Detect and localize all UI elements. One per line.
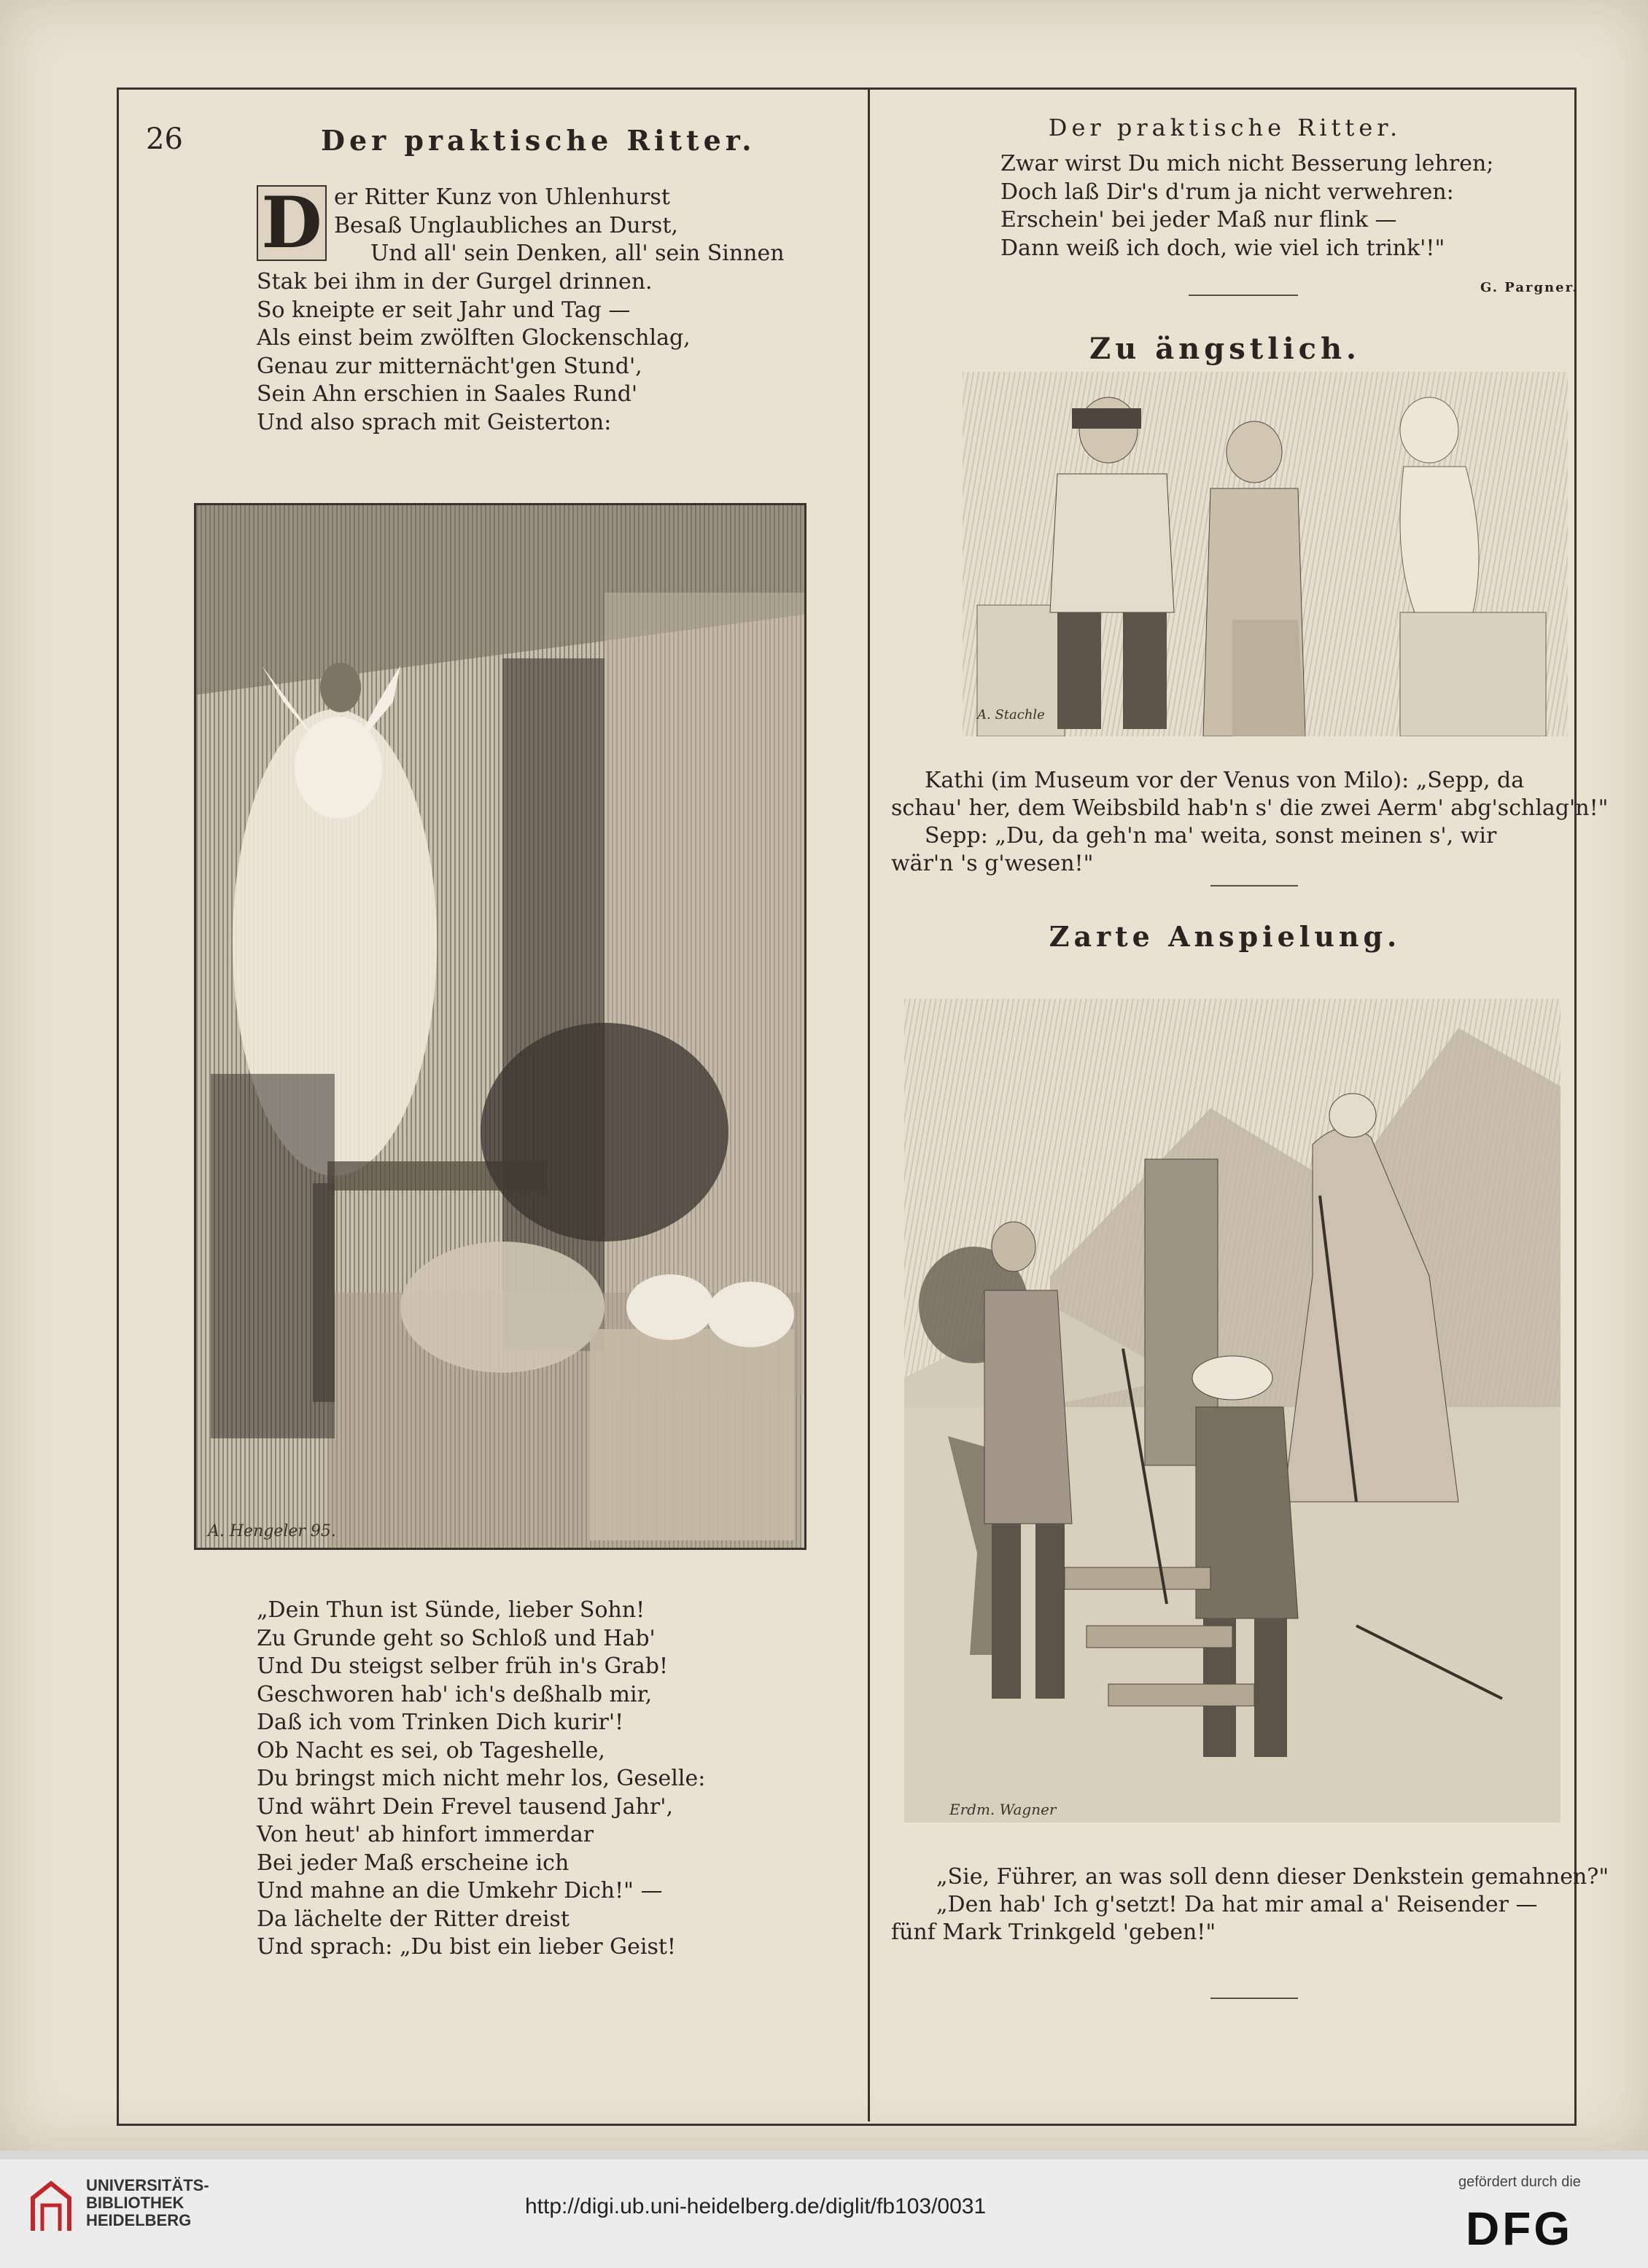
verse-line: Genau zur mitternächt'gen Stund', [257,353,642,379]
mountain-illustration [904,999,1560,1823]
separator-rule [1210,1998,1298,1999]
section3-text [891,1863,1609,1946]
continued-verse [1000,150,1493,262]
section2-title: Zu ängstlich. [1089,332,1361,366]
verse-line: Dann weiß ich doch, wie viel ich trink'!" [1000,235,1445,261]
illustration-signature: A. Hengeler 95. [208,1522,336,1540]
verse-line: Daß ich vom Trinken Dich kurir'! [257,1710,624,1735]
verse-line: Sein Ahn erschien in Saales Rund' [257,381,638,407]
verse-line: Als einst beim zwölften Glockenschlag, [257,325,691,351]
verse-line: Bei jeder Maß erscheine ich [257,1850,570,1876]
verse-line: Und mahne an die Umkehr Dich!" — [257,1878,663,1903]
intro-verse-indented [334,184,785,268]
dfg-logo: DFG [1466,2202,1574,2255]
funded-by-label: gefördert durch die [1458,2174,1581,2190]
verse-line: Und also sprach mit Geisterton: [257,409,612,435]
verse-line: Besaß Unglaubliches an Durst, [334,212,678,238]
column-divider [868,87,870,2121]
mountain-drawing [904,999,1560,1823]
source-url[interactable]: http://digi.ub.uni-heidelberg.de/diglit/fb103/0031 [525,2194,987,2218]
ghost-knight-drawing [196,505,804,1548]
library-line: UNIVERSITÄTS- [86,2176,209,2194]
section3-title: Zarte Anspielung. [1049,920,1402,953]
footer-accent-bar [0,2151,1648,2159]
page-number: 26 [146,122,183,156]
verse-line: Da lächelte der Ritter dreist [257,1906,570,1932]
verse-line: er Ritter Kunz von Uhlenhurst [334,184,670,210]
digitization-footer [0,2151,1648,2268]
verse-line: Von heut' ab hinfort immerdar [257,1822,594,1847]
separator-rule [1189,295,1298,296]
verse-line: Zwar wirst Du mich nicht Besserung lehren; [1000,151,1494,176]
text-line: Sepp: „Du, da geh'n ma' weita, sonst meinen s', wir [925,823,1497,849]
verse-line: Und währt Dein Frevel tausend Jahr', [257,1793,673,1820]
separator-rule [1210,885,1298,886]
text-line: schau' her, dem Weibsbild hab'n s' die zwei Aerm' abg'schlag'n!" [891,795,1609,821]
library-line: HEIDELBERG [86,2211,192,2229]
verse-line: Und all' sein Denken, all' sein Sinnen [370,241,785,266]
verse-line: Geschworen hab' ich's deßhalb mir, [257,1681,653,1707]
poem-verse [257,1597,705,1962]
verse-line: Doch laß Dir's d'rum ja nicht verwehren: [1000,179,1454,205]
text-line: „Sie, Führer, an was soll denn dieser Denkstein gemahnen?" [936,1864,1609,1890]
verse-line: Und sprach: „Du bist ein lieber Geist! [257,1934,676,1960]
library-line: BIBLIOTHEK [86,2194,184,2212]
verse-line: Und Du steigst selber früh in's Grab! [257,1653,668,1679]
text-line: wär'n 's g'wesen!" [891,851,1094,876]
verse-line: Ob Nacht es sei, ob Tageshelle, [257,1737,605,1764]
verse-line: Stak bei ihm in der Gurgel drinnen. [257,269,653,295]
drop-cap: D [257,185,327,261]
museum-drawing [963,372,1568,736]
continued-author: G. Pargner. [1480,280,1579,295]
text-line: Kathi (im Museum vor der Venus von Milo): „Sepp, da [925,768,1525,793]
left-title: Der praktische Ritter. [321,124,756,157]
ghost-knight-illustration [194,503,806,1550]
verse-line: Du bringst mich nicht mehr los, Geselle: [257,1766,706,1791]
museum-illustration [963,372,1568,736]
library-name [86,2177,209,2229]
verse-line: Zu Grunde geht so Schloß und Hab' [257,1625,656,1651]
verse-line: Erschein' bei jeder Maß nur flink — [1000,207,1397,233]
continued-title: Der praktische Ritter. [1048,114,1402,141]
text-line: fünf Mark Trinkgeld 'geben!" [891,1920,1216,1945]
museum-signature: A. Stachle [977,707,1045,722]
mountain-signature: Erdm. Wagner [949,1801,1057,1818]
intro-verse [257,268,691,437]
section2-text [891,767,1608,878]
verse-line: „Dein Thun ist Sünde, lieber Sohn! [257,1597,645,1623]
university-logo-icon [29,2180,73,2234]
text-line: „Den hab' Ich g'setzt! Da hat mir amal a' Reisender — [936,1892,1538,1917]
verse-line: So kneipte er seit Jahr und Tag — [257,297,631,323]
